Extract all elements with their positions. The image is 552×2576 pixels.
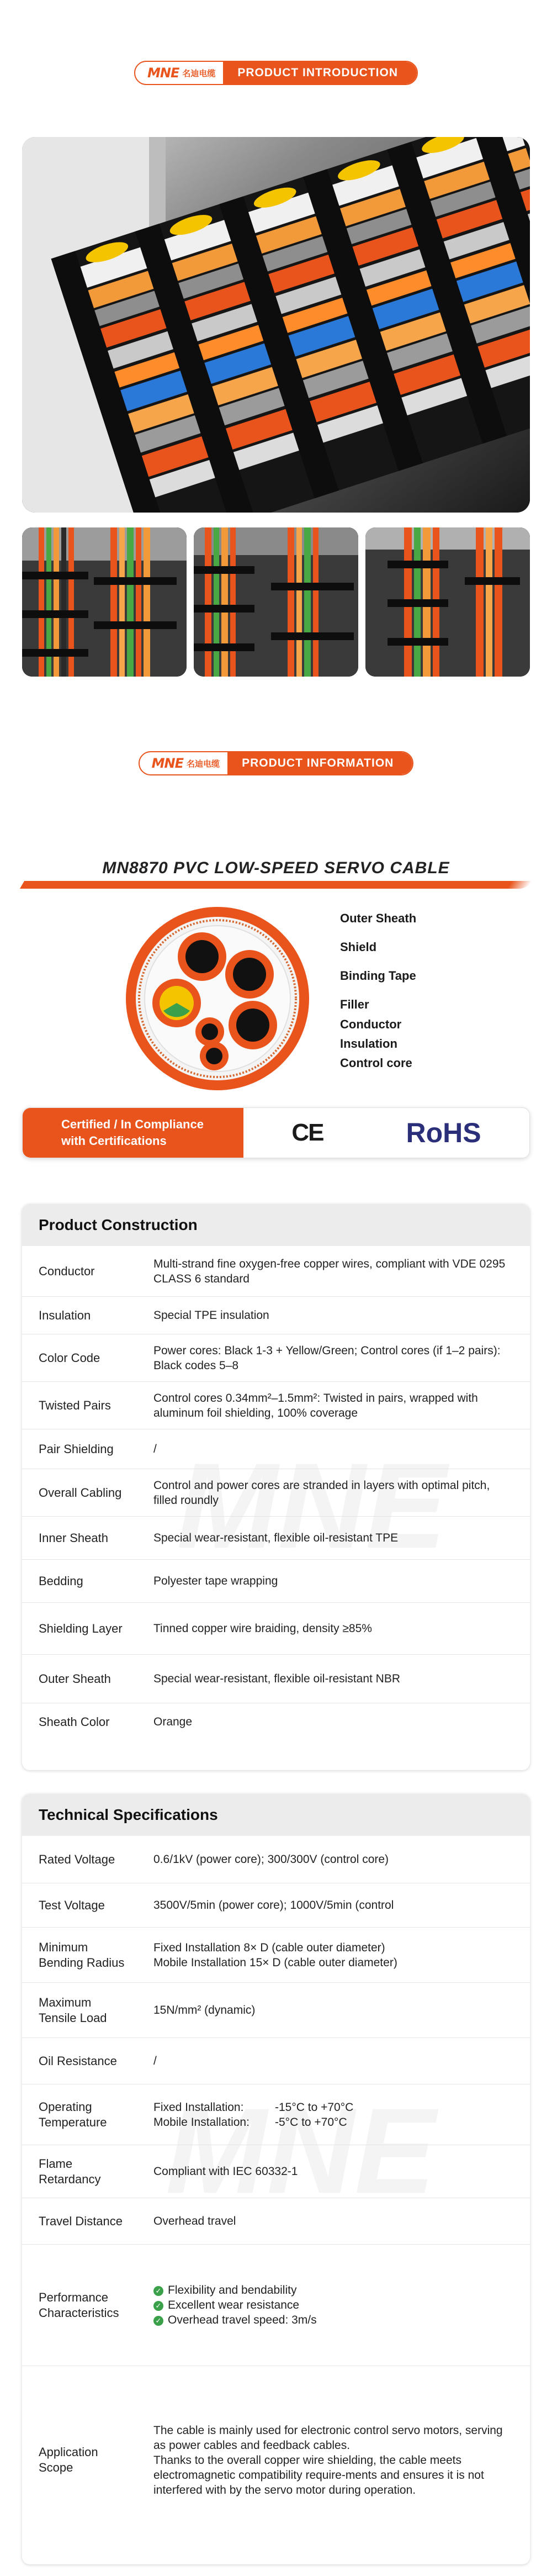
construction-row [22,1603,530,1655]
construction-value: Power cores: Black 1-3 + Yellow/Green; Control cores (if 1–2 pairs): Black codes 5–8 [153,1344,501,1372]
logo-mark: MNE [151,756,184,771]
thumbnail-photo-2 [194,527,358,677]
spec-key-line2: Characteristics [39,2305,119,2320]
construction-key: Outer Sheath [39,1671,111,1686]
cert-label-line1: Certified / In Compliance [61,1117,204,1131]
construction-table-title: Product Construction [22,1204,530,1246]
spec-row-test-voltage [22,1883,530,1928]
spec-value: 3500V/5min (power core); 1000V/5min (control [153,1899,394,1912]
spec-value: 15N/mm² (dynamic) [153,2004,256,2017]
thumbnail-photo-3 [365,527,530,677]
section-header-info [0,751,552,775]
construction-key: Twisted Pairs [39,1398,111,1412]
construction-key: Inner Sheath [39,1530,108,1545]
performance-item: Flexibility and bendability [168,2284,297,2297]
spec-key [22,2099,153,2130]
hero-photo [22,137,530,513]
section-pill [139,751,414,775]
spec-value: Overhead travel [153,2215,236,2227]
check-icon: ✓ [153,2316,163,2326]
construction-key: Pair Shielding [39,1442,114,1456]
construction-row [22,1560,530,1603]
construction-key: Bedding [39,1574,83,1588]
spec-key: Oil Resistance [39,2054,117,2068]
rohs-mark: RoHS [406,1117,481,1148]
logo-cn: 名迪电缆 [182,68,216,78]
construction-value: Special wear-resistant, flexible oil-resistant NBR [153,1672,400,1685]
construction-value: Special TPE insulation [153,1309,269,1322]
construction-row [22,1334,530,1382]
construction-row [22,1655,530,1703]
thumbnail-photo-1 [22,527,187,677]
legend-control-core: Control core [340,1056,412,1070]
cert-label-line2: with Certifications [61,1134,167,1148]
construction-key: Color Code [39,1350,100,1365]
cable-bundle-illustration [22,527,187,677]
section-label: PRODUCT INTRODUCTION [223,62,417,84]
temp-mobile-label: Mobile Installation: [153,2115,250,2129]
spec-key [22,1995,153,2026]
construction-value: / [153,1443,157,1455]
cable-bundle-illustration [365,527,530,677]
construction-key: Sheath Color [39,1714,110,1729]
spec-key [22,2156,153,2187]
legend-conductor: Conductor [340,1017,402,1031]
spec-key: Travel Distance [39,2214,123,2228]
construction-row [22,1517,530,1560]
construction-value: Polyester tape wrapping [153,1575,278,1587]
spec-row-application [22,2366,530,2554]
spec-key-line1: Flame [39,2156,73,2171]
spec-row-bending-radius [22,1928,530,1983]
performance-item: Excellent wear resistance [168,2299,300,2311]
spec-row-oil-resistance [22,2038,530,2084]
construction-row [22,1297,530,1334]
product-title: MN8870 PVC LOW-SPEED SERVO CABLE [102,859,450,877]
spec-key-line2: Temperature [39,2115,107,2129]
construction-row [22,1703,530,1740]
section-label: PRODUCT INFORMATION [227,752,412,774]
spec-row-rated-voltage [22,1836,530,1883]
spec-key [22,2290,153,2321]
construction-value: Multi-strand fine oxygen-free copper wires, compliant with VDE 0295 CLASS 6 standard [153,1257,506,1285]
construction-key: Shielding Layer [39,1621,123,1635]
spec-value [153,2100,530,2130]
spec-key [22,2445,153,2475]
construction-row [22,1382,530,1429]
spec-key-line2: Bending Radius [39,1955,125,1970]
spec-row-performance [22,2245,530,2366]
cross-section-diagram [125,906,310,1091]
spec-row-tensile-load [22,1983,530,2038]
spec-key-line2: Scope [39,2461,73,2474]
logo-mark: MNE [147,65,179,81]
section-pill [134,61,418,85]
spec-value-line1: Fixed Installation 8× D (cable outer diameter) [153,1941,385,1954]
spec-value: Compliant with IEC 60332-1 [153,2165,298,2178]
section-header-intro [0,61,552,85]
construction-value: Tinned copper wire braiding, density ≥85% [153,1622,372,1635]
cable-cross-section [125,906,310,1091]
construction-row [22,1429,530,1469]
construction-row [22,1246,530,1297]
construction-value: Orange [153,1715,193,1728]
spec-row-temperature [22,2084,530,2145]
spec-key-line1: Minimum [39,1940,88,1954]
spec-key-line1: Maximum [39,1995,92,2009]
application-paragraph-2: Thanks to the overall copper wire shielding, the cable meets electromagnetic compatibility require-ments and ensures it is not interfered with by the servo motor during operation. [153,2453,484,2496]
construction-key: Conductor [39,1264,95,1278]
spec-value [153,1940,530,1970]
temp-fixed-value: -15°C to +70°C [275,2100,354,2114]
spec-key [22,1940,153,1971]
spec-value: 0.6/1kV (power core); 300/300V (control core) [153,1853,389,1866]
construction-key: Insulation [39,1308,91,1322]
specs-table-title: Technical Specifications [22,1794,530,1836]
spec-key: Rated Voltage [39,1852,115,1866]
spec-row-flame-retardancy [22,2145,530,2198]
legend-binding-tape: Binding Tape [340,969,416,983]
ce-mark: CE [291,1119,323,1146]
brand-logo [140,752,227,774]
application-paragraph-1: The cable is mainly used for electronic control servo motors, serving as power cables and feedback cables. [153,2424,503,2452]
spec-key-line1: Application [39,2445,98,2459]
legend-insulation: Insulation [340,1037,397,1051]
logo-cn: 名迪电缆 [187,759,220,769]
specs-table [22,1794,530,2564]
construction-row [22,1469,530,1517]
spec-value: / [153,2055,157,2067]
construction-table [22,1204,530,1770]
spec-value [153,2283,530,2327]
certification-box [22,1107,530,1158]
spec-key-line2: Retardancy [39,2172,101,2186]
construction-value: Special wear-resistant, flexible oil-resistant TPE [153,1532,399,1544]
spec-key-line1: Performance [39,2290,108,2304]
construction-value: Control cores 0.34mm²–1.5mm²: Twisted in pairs, wrapped with aluminum foil shielding, 100% coverage [153,1391,478,1419]
spec-value-line2: Mobile Installation 15× D (cable outer diameter) [153,1956,397,1969]
spec-row-travel-distance [22,2198,530,2245]
certification-label [23,1108,243,1158]
construction-key: Overall Cabling [39,1485,122,1500]
spec-key-line1: Operating [39,2099,92,2114]
spec-key: Test Voltage [39,1898,105,1912]
brand-logo [135,62,223,84]
drag-chain-illustration [22,137,530,513]
legend-outer-sheath: Outer Sheath [340,911,417,925]
certification-marks [243,1108,529,1158]
title-underline [20,881,532,889]
check-icon: ✓ [153,2286,163,2296]
check-icon: ✓ [153,2301,163,2311]
spec-value [153,2423,530,2498]
legend-filler: Filler [340,997,369,1011]
spec-key-line2: Tensile Load [39,2010,107,2025]
cable-bundle-illustration [194,527,358,677]
construction-value: Control and power cores are stranded in layers with optimal pitch, filled roundly [153,1479,490,1507]
temp-fixed-label: Fixed Installation: [153,2100,244,2114]
temp-mobile-value: -5°C to +70°C [275,2115,347,2129]
product-title-block [22,859,530,889]
legend-shield: Shield [340,940,377,954]
performance-item: Overhead travel speed: 3m/s [168,2314,317,2326]
